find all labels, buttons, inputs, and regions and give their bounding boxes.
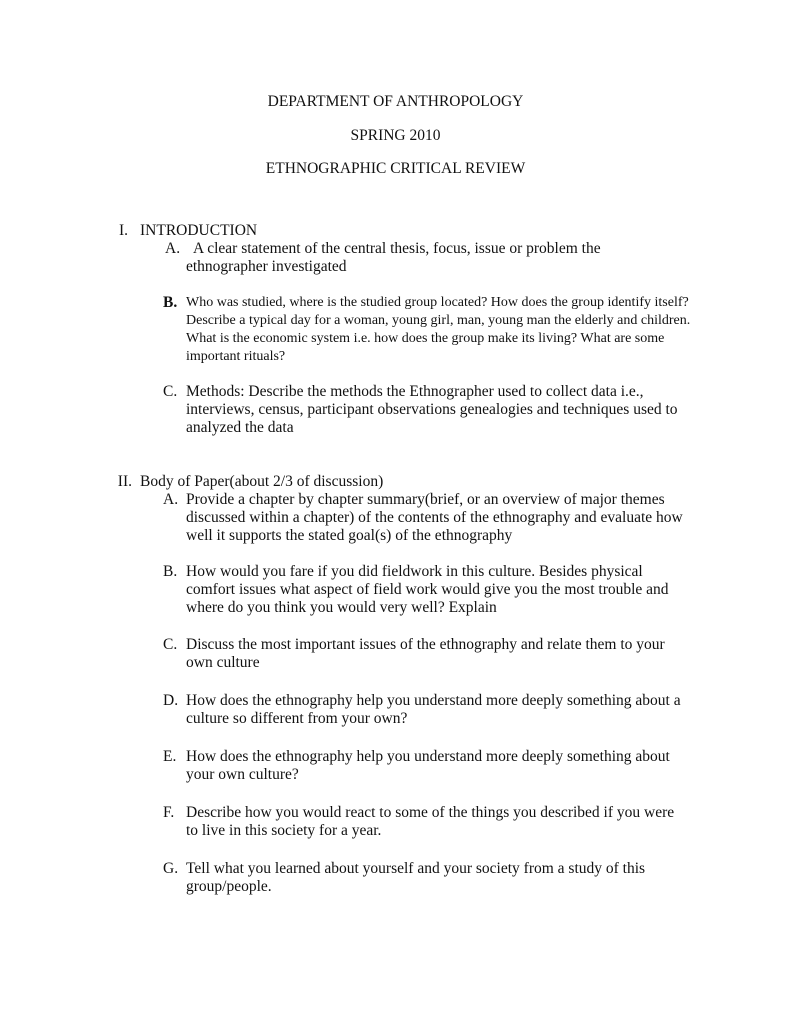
item-label: F. bbox=[163, 804, 175, 821]
item-label: B. bbox=[163, 563, 178, 580]
item-label: A. bbox=[165, 240, 181, 257]
item-label: B. bbox=[163, 294, 178, 311]
item-label: C. bbox=[163, 636, 178, 653]
item-label: C. bbox=[163, 383, 178, 400]
item-text: How does the ethnography help you understand more deeply something about a culture so different from your own? bbox=[186, 692, 681, 727]
term-heading: SPRING 2010 bbox=[350, 127, 441, 144]
item-label: A. bbox=[163, 491, 179, 508]
item-text: Describe how you would react to some of the things you described if you were to live in this society for a year. bbox=[186, 804, 675, 839]
section-number: II. bbox=[117, 473, 132, 490]
document-title: ETHNOGRAPHIC CRITICAL REVIEW bbox=[265, 160, 526, 177]
item-text: Methods: Describe the methods the Ethnographer used to collect data i.e., interviews, census, participant observations genealogies and techniques used to analyzed the data bbox=[186, 383, 678, 436]
item-label: E. bbox=[163, 748, 177, 765]
item-text: Who was studied, where is the studied group located? How does the group identify itself? Describe a typical day for a woman, young girl, man, young man the elderly and children. What is the economic system i.e. how does the group make its living? What are some important rituals? bbox=[186, 295, 691, 364]
item-text: A clear statement of the central thesis, focus, issue or problem the ethnographer investigated bbox=[186, 240, 601, 275]
section-title-introduction: INTRODUCTION bbox=[140, 222, 258, 239]
item-label: D. bbox=[163, 692, 179, 709]
department-heading: DEPARTMENT OF ANTHROPOLOGY bbox=[267, 93, 524, 110]
item-text: How does the ethnography help you understand more deeply something about your own culture? bbox=[186, 748, 670, 783]
item-text: Provide a chapter by chapter summary(brief, or an overview of major themes discussed within a chapter) of the contents of the ethnography and evaluate how well it supports the stated goal(s) of the ethnography bbox=[186, 491, 683, 544]
section-title-body: Body of Paper(about 2/3 of discussion) bbox=[140, 473, 384, 490]
item-text: Discuss the most important issues of the ethnography and relate them to your own culture bbox=[186, 636, 665, 671]
section-number: I. bbox=[118, 222, 128, 239]
item-text: How would you fare if you did fieldwork in this culture. Besides physical comfort issues what aspect of field work would give you the most trouble and where do you think you would very well? Explain bbox=[186, 563, 669, 616]
item-label: G. bbox=[163, 860, 179, 877]
item-text: Tell what you learned about yourself and your society from a study of this group/people. bbox=[186, 860, 646, 895]
